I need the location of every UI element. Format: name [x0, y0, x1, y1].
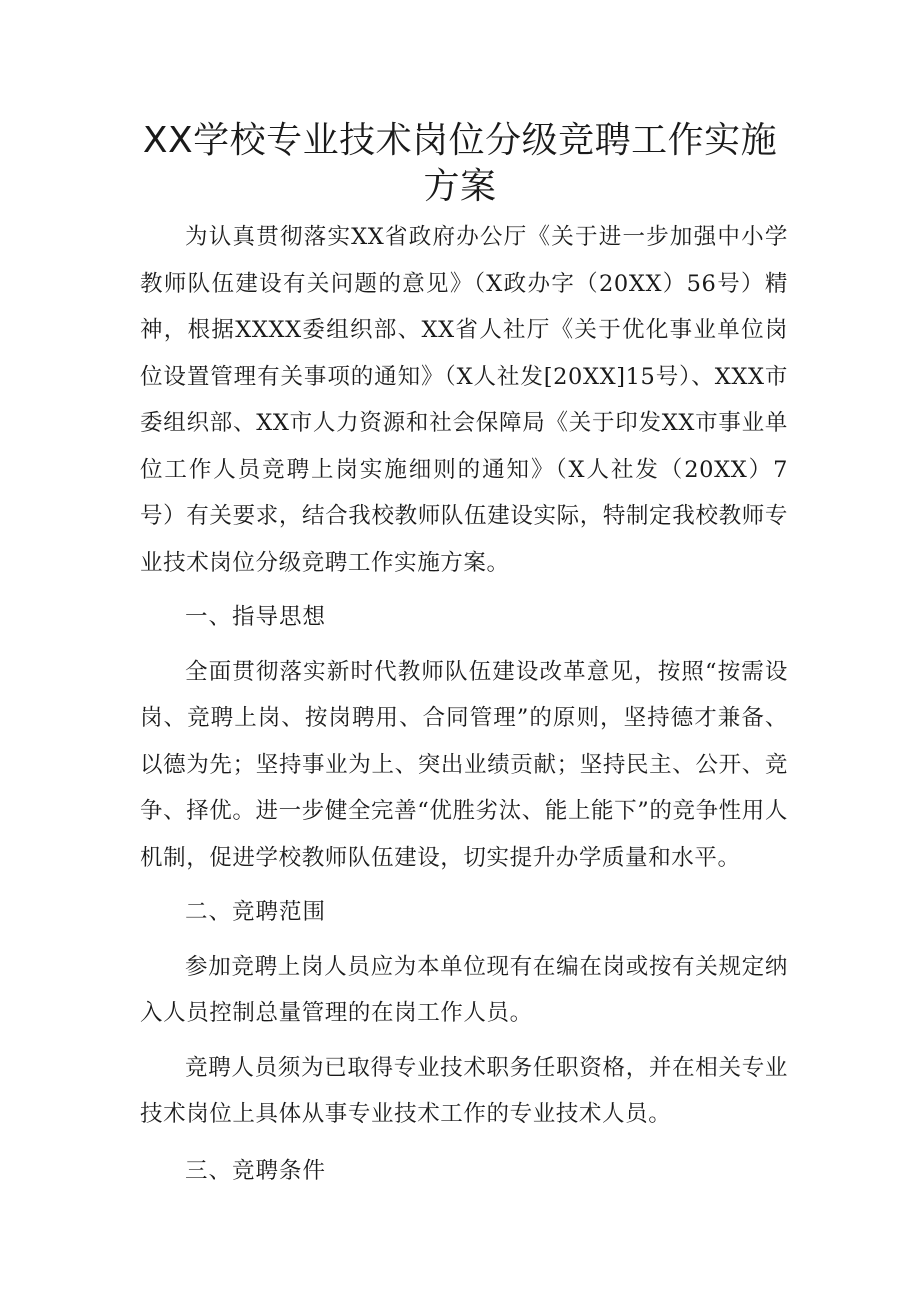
document-body [140, 214, 788, 1202]
intro-paragraph: 为认真贯彻落实XX省政府办公厅《关于进一步加强中小学教师队伍建设有关问题的意见》（X政办字（20XX）56号）精神，根据XXXX委组织部、XX省人社厅《关于优化事业单位岗位设置管理有关事项的通知》（X人社发[20XX]15号）、XXX市委组织部、XX市人力资源和社会保障局《关于印发XX市事业单位工作人员竞聘上岗实施细则的通知》（X人社发（20XX）7号）有关要求，结合我校教师队伍建设实际，特制定我校教师专业技术岗位分级竞聘工作实施方案。 [140, 224, 788, 576]
section-heading-scope: 二、竞聘范围 [185, 899, 327, 925]
guiding-ideology-paragraph: 全面贯彻落实新时代教师队伍建设改革意见，按照“按需设岗、竞聘上岗、按岗聘用、合同管理”的原则，坚持德才兼备、以德为先；坚持事业为上、突出业绩贡献；坚持民主、公开、竞争、择优。进一步健全完善“优胜劣汰、能上能下”的竞争性用人机制，促进学校教师队伍建设，切实提升办学质量和水平。 [140, 658, 788, 871]
section-heading-guiding-ideology: 一、指导思想 [185, 604, 327, 630]
section-heading-conditions: 三、竞聘条件 [185, 1157, 327, 1184]
scope-paragraph-2: 竞聘人员须为已取得专业技术职务任职资格，并在相关专业技术岗位上具体从事专业技术工作的专业技术人员。 [140, 1054, 788, 1127]
document-title: XX学校专业技术岗位分级竞聘工作实施方案 [142, 120, 778, 207]
scope-paragraph-1: 参加竞聘上岗人员应为本单位现有在编在岗或按有关规定纳入人员控制总量管理的在岗工作人员。 [140, 953, 788, 1026]
